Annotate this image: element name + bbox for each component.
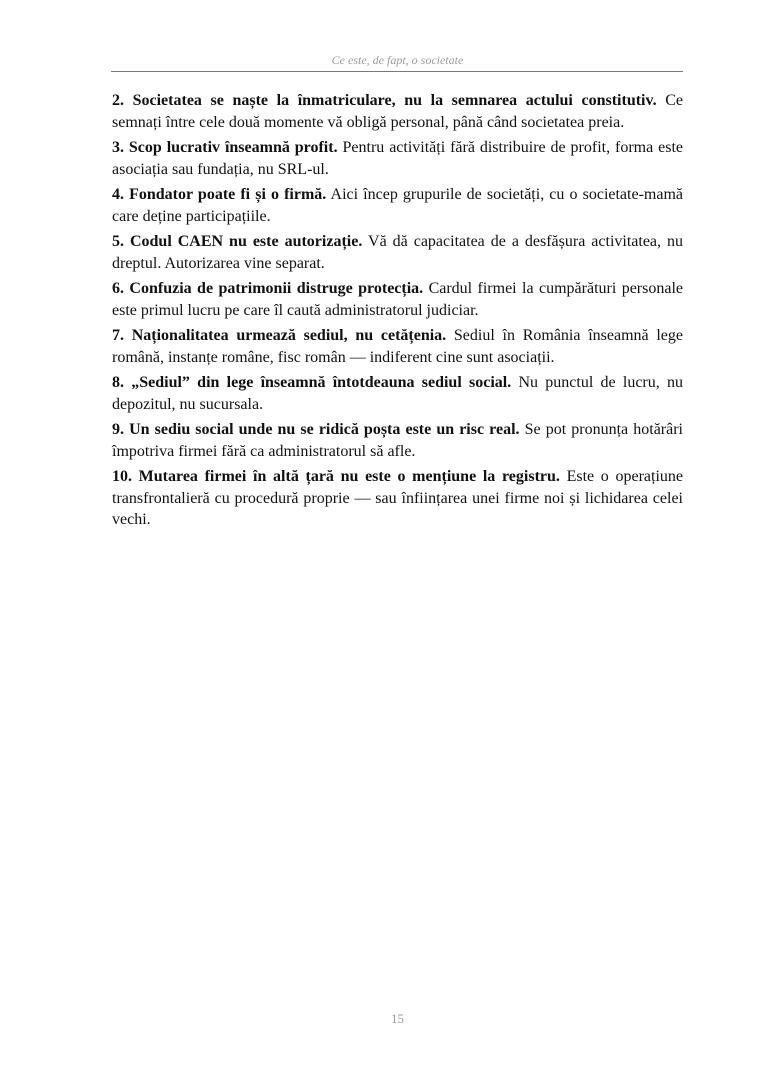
item-lead: 10. Mutarea firmei în altă țară nu este o mențiune la registru.	[112, 468, 560, 485]
item-lead: 2. Societatea se naște la înmatriculare, nu la semnarea actului constitutiv.	[112, 92, 657, 109]
item-text: Este o operațiune transfrontalieră cu procedură proprie — sau înființarea unei firme noi și lichidarea celei vechi.	[112, 468, 684, 528]
item-lead: 4. Fondator poate fi și o firmă.	[112, 186, 327, 203]
item-text: Ce semnați între cele două momente vă obligă personal, până când societatea preia.	[112, 92, 683, 131]
list-item	[112, 231, 683, 274]
page-number: 15	[391, 1011, 404, 1026]
list-item	[112, 325, 683, 368]
item-lead: 3. Scop lucrativ înseamnă profit.	[112, 139, 338, 156]
item-lead: 6. Confuzia de patrimonii distruge protecția.	[112, 280, 424, 297]
item-lead: 5. Codul CAEN nu este autorizație.	[112, 233, 363, 250]
item-lead: 9. Un sediu social unde nu se ridică poșta este un risc real.	[112, 421, 520, 438]
list-item	[112, 184, 683, 227]
list-item	[112, 90, 683, 133]
header-divider	[111, 71, 683, 72]
item-text: Se pot pronunța hotărâri împotriva firmei fără ca administratorul să afle.	[112, 421, 683, 460]
running-header: Ce este, de fapt, o societate	[331, 53, 464, 67]
item-text: Nu punctul de lucru, nu depozitul, nu sucursala.	[112, 374, 683, 413]
item-text: Aici încep grupurile de societăți, cu o societate-mamă care deține participațiile.	[112, 186, 684, 225]
item-text: Sediul în România înseamnă lege română, instanțe române, fisc român — indiferent cine sunt asociații.	[112, 327, 683, 366]
item-text: Cardul firmei la cumpărături personale este primul lucru pe care îl caută administratorul judiciar.	[112, 280, 683, 319]
list-item	[112, 278, 683, 321]
list-item	[112, 137, 683, 180]
list-item	[112, 372, 683, 415]
page-body	[112, 90, 683, 535]
item-text: Pentru activități fără distribuire de profit, forma este asociația sau fundația, nu SRL-ul.	[112, 139, 683, 178]
item-lead: 7. Naționalitatea urmează sediul, nu cetățenia.	[112, 327, 447, 344]
list-item	[112, 466, 683, 531]
list-item	[112, 419, 683, 462]
item-text: Vă dă capacitatea de a desfășura activitatea, nu dreptul. Autorizarea vine separat.	[112, 233, 684, 272]
item-lead: 8. „Sediul” din lege înseamnă întotdeauna sediul social.	[112, 374, 512, 391]
